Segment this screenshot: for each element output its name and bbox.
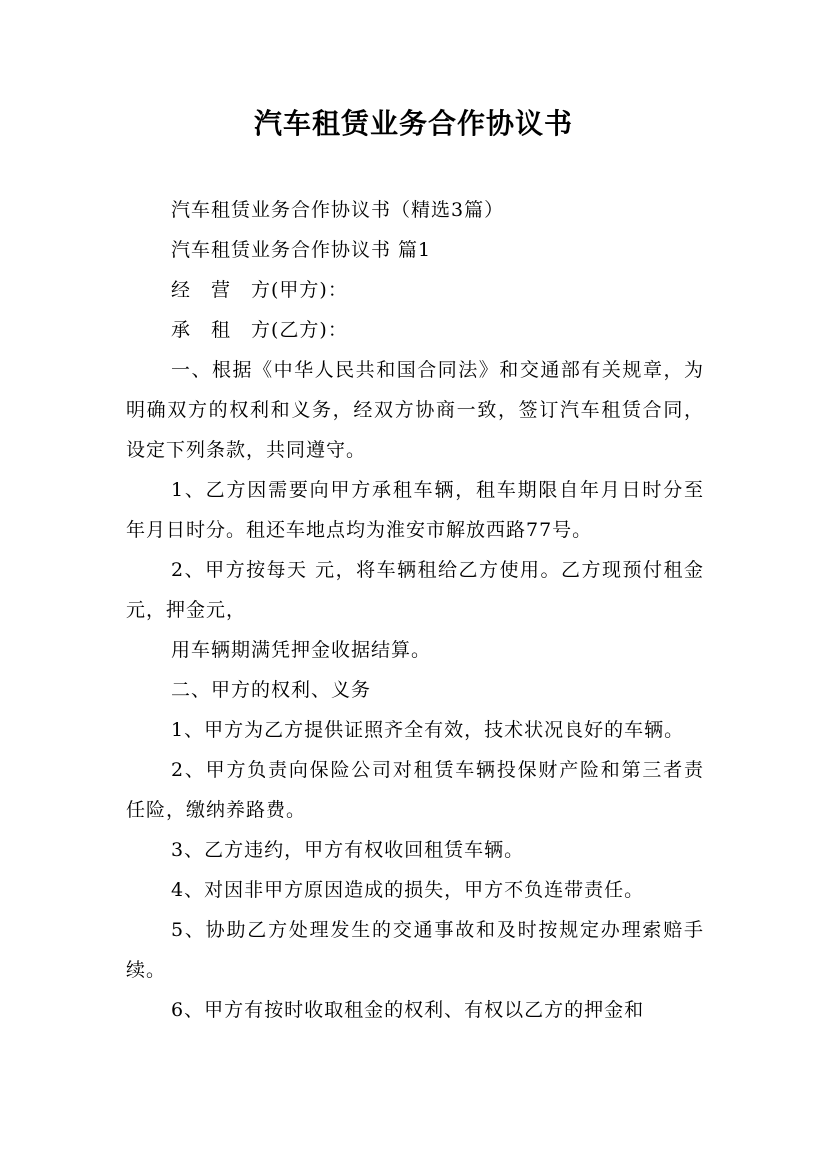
clause-paragraph: 用车辆期满凭押金收据结算。 (171, 639, 432, 661)
subtitle-paragraph: 汽车租赁业务合作协议书（精选3篇） (171, 199, 505, 221)
clause-paragraph: 1、乙方因需要向甲方承租车辆，租车期限自年月日时分至年月日时分。租还车地点均为淮安市解放西路77号。 (126, 479, 704, 541)
clause-paragraph: 2、甲方按每天 元，将车辆租给乙方使用。乙方现预付租金元，押金元， (126, 559, 704, 621)
section-heading-paragraph: 二、甲方的权利、义务 (171, 679, 372, 701)
clause-paragraph: 一、根据《中华人民共和国合同法》和交通部有关规章，为明确双方的权利和义务，经双方协商一致，签订汽车租赁合同，设定下列条款，共同遵守。 (126, 359, 704, 461)
section-heading-paragraph: 汽车租赁业务合作协议书 篇1 (171, 239, 432, 261)
party-b-line: 承 租 方(乙方)： (171, 319, 348, 341)
clause-paragraph: 3、乙方违约，甲方有权收回租赁车辆。 (171, 839, 525, 861)
party-a-line: 经 营 方(甲方)： (171, 279, 348, 301)
clause-paragraph: 4、对因非甲方原因造成的损失，甲方不负连带责任。 (171, 879, 645, 901)
document-title: 汽车租赁业务合作协议书 (253, 107, 573, 140)
document-body (126, 190, 704, 1030)
clause-paragraph: 5、协助乙方处理发生的交通事故和及时按规定办理索赔手续。 (126, 919, 704, 981)
clause-paragraph: 1、甲方为乙方提供证照齐全有效，技术状况良好的车辆。 (171, 719, 685, 741)
clause-paragraph: 6、甲方有按时收取租金的权利、有权以乙方的押金和 (171, 999, 645, 1021)
clause-paragraph: 2、甲方负责向保险公司对租赁车辆投保财产险和第三者责任险，缴纳养路费。 (126, 759, 704, 821)
